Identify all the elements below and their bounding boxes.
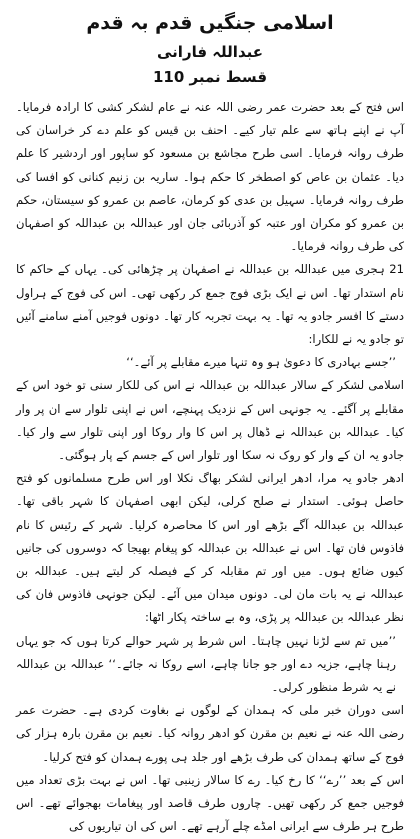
paragraph: اسی دوران خبر ملی کہ ہمدان کے لوگوں نے بغاوت کردی ہے۔ حضرت عمر رضی اللہ عنہ نے نعیم بن مقرن کو ادھر روانہ کیا۔ نعیم بن مقرن بارہ ہزار کی فوج کے ساتھ ہمدان کی طرف بڑھے اور جلد ہی پورے ہمدان کو فتح کرلیا۔ bbox=[16, 703, 404, 764]
episode-number: قسط نمبر 110 bbox=[152, 68, 268, 86]
quote-paragraph: ’’میں تم سے لڑنا نہیں چاہتا۔ اس شرط پر شہر حوالے کرتا ہوں کہ جو یہاں رہنا چاہے، جزیہ دے اور جو جانا چاہے، اسے روکا نہ جائے۔‘‘ عبداللہ بن عبداللہ نے یہ شرط منظور کرلی۔ bbox=[16, 633, 396, 695]
paragraph: ادھر جادو یہ مرا، ادھر ایرانی لشکر بھاگ نکلا اور اس طرح مسلمانوں کو فتح حاصل ہوئی۔ استدار نے صلح کرلی، لیکن ابھی اصفہان کا شہر باقی تھا۔ عبداللہ بن عبداللہ آگے بڑھے اور اس کا محاصرہ کرلیا۔ شہر کے رئیس کا نام فاذوس فان تھا۔ اس نے عبداللہ بن عبداللہ کو پیغام بھیجا کہ دوسروں کی جانیں کیوں ضائع ہوں۔ میں اور تم مقابلہ کر کے فیصلہ کر لیتے ہیں۔ عبداللہ بن عبداللہ نے یہ بات مان لی۔ دونوں میدان میں آئے۔ لیکن جونہی فاذوس فان کی نظر عبداللہ بن عبداللہ پر پڑی، وہ بے ساختہ پکار اٹھا: bbox=[16, 471, 404, 625]
paragraph: اس کے بعد ’’رے‘‘ کا رخ کیا۔ رے کا سالار زینبی تھا۔ اس نے بہت بڑی تعداد میں فوجیں جمع کر رکھی تھیں۔ چاروں طرف قاصد اور پیغامات بھجوائے تھے۔ اس طرح ہر طرف سے ایرانی امڈے چلے آرہے تھے۔ اس کی ان تیاریوں کی bbox=[16, 772, 404, 834]
paragraph: اس فتح کے بعد حضرت عمر رضی اللہ عنہ نے عام لشکر کشی کا ارادہ فرمایا۔ آپ نے اپنے ہاتھ سے علم تیار کیے۔ احنف بن قیس کو علم دے کر خراسان کی طرف روانہ فرمایا۔ اسی طرح مجاشع بن مسعود کو ساپور اور اردشیر کا علم دیا۔ عثمان بن عاص کو اصطخر کا حکم ہوا۔ ساریہ بن زنیم کنانی کو افسا کی طرف روانہ فرمایا۔ سہیل بن عدی کو کرمان، عاصم بن عمرو کو سیستان، حکم بن عمرو کو مکران اور عتبہ کو آذربائی جان اور عبداللہ بن عبداللہ کو اصفہان کی طرف روانہ فرمایا۔ bbox=[16, 100, 404, 254]
paragraph: اسلامی لشکر کے سالار عبداللہ بن عبداللہ نے اس کی للکار سنی تو خود اس کے مقابلے پر آگئے۔ یہ جونہی اس کے نزدیک پہنچے، اس نے اپنی تلوار سے ان پر وار کیا۔ عبداللہ بن عبداللہ نے ڈھال پر اس کا وار روکا اور اپنی تلوار سے وار کیا۔ جادو یہ ان کے وار کو روک نہ سکا اور تلوار اس کے جسم کے پار ہوگئی۔ bbox=[16, 378, 404, 463]
article-title: اسلامی جنگیں قدم بہ قدم bbox=[86, 12, 334, 34]
paragraph: 21 ہجری میں عبداللہ بن عبداللہ نے اصفہان پر چڑھائی کی۔ یہاں کے حاکم کا نام استدار تھا۔ اس نے ایک بڑی فوج جمع کر رکھی تھی۔ اس کی فوج کے ہراول دستے کا افسر جادو یہ تھا۔ یہ بہت تجربہ کار تھا۔ دونوں فوجیں آمنے سامنے آئیں تو جادو یہ نے للکارا: bbox=[16, 262, 404, 347]
quote-paragraph: ’’جسے بہادری کا دعویٰ ہو وہ تنہا میرے مقابلے پر آئے۔‘‘ bbox=[126, 355, 396, 370]
author-name: عبداللہ فارانی bbox=[157, 43, 263, 61]
